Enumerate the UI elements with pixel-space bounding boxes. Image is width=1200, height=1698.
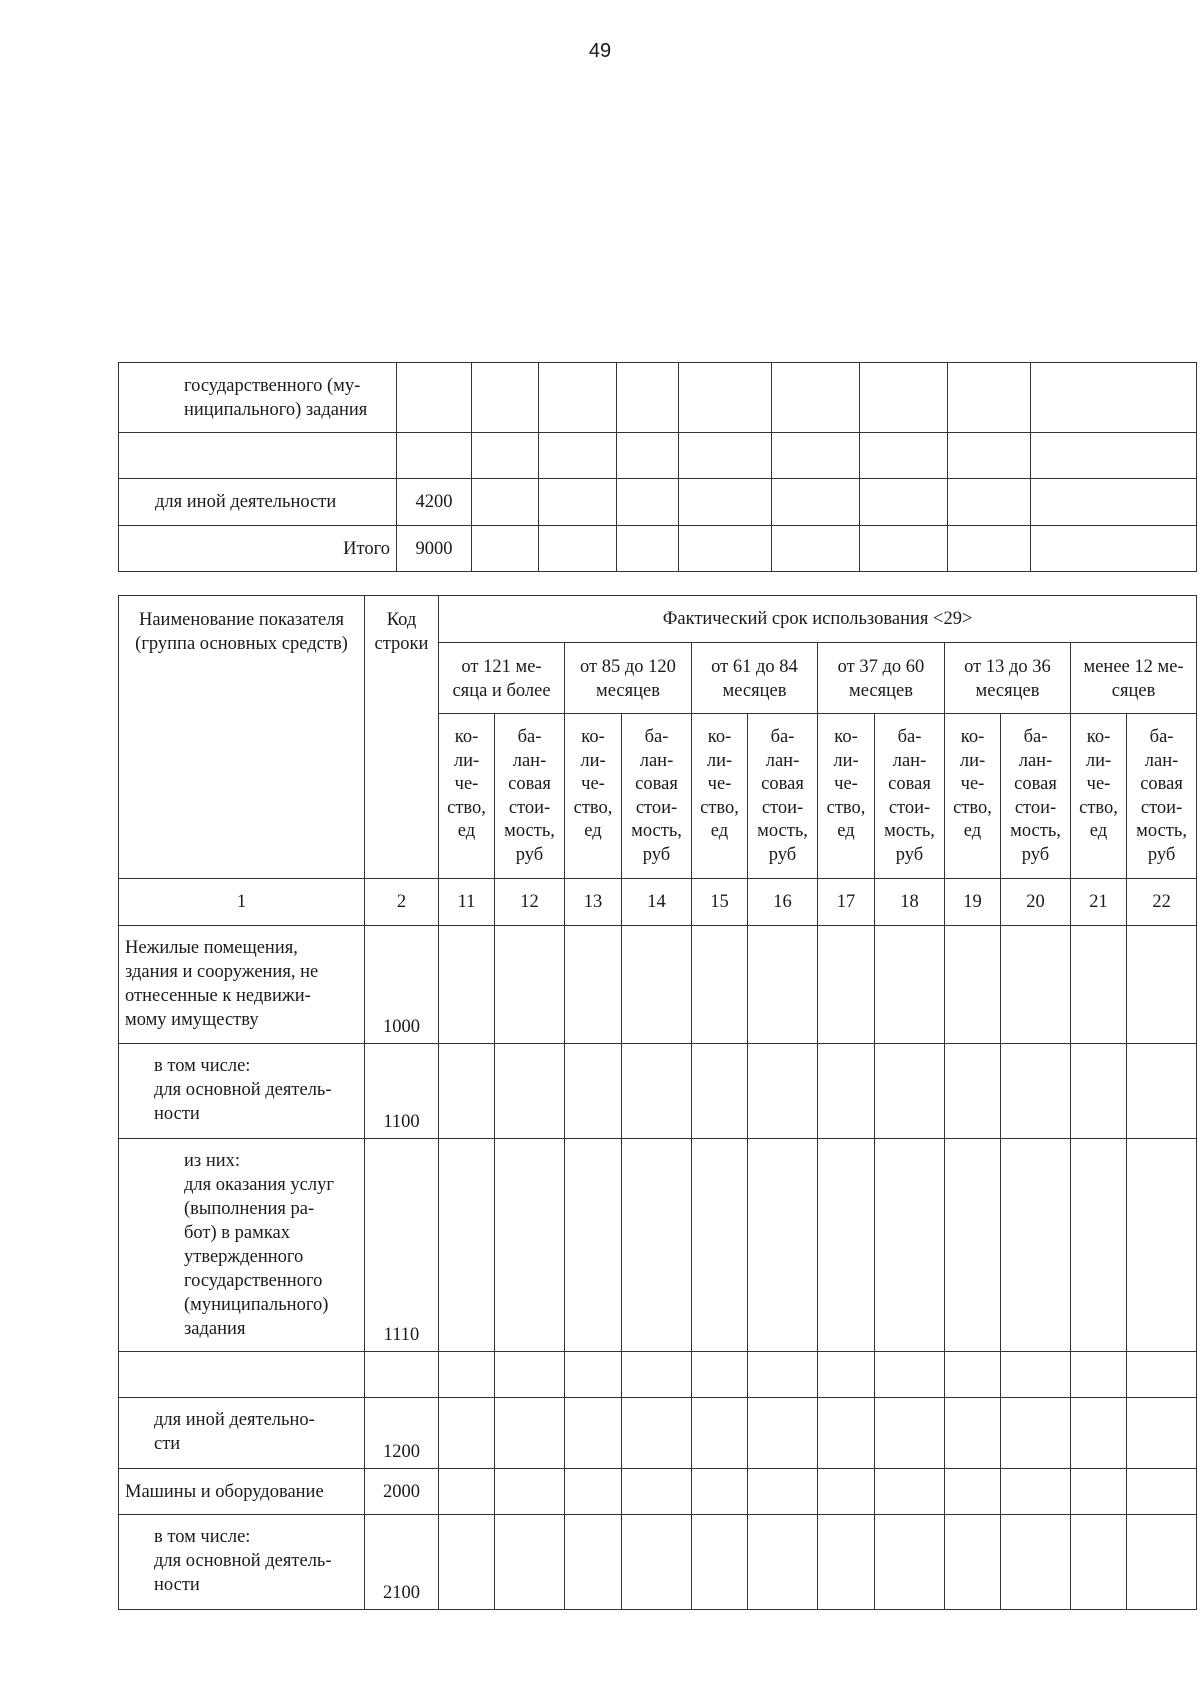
data-cell: [748, 1398, 818, 1469]
data-cell: [439, 1398, 495, 1469]
data-cell: [772, 433, 860, 479]
header-quantity: ко- ли- че- ство, ед: [945, 714, 1001, 879]
data-cell: [818, 1469, 875, 1515]
data-cell: [945, 1515, 1001, 1610]
data-cell: [539, 526, 617, 572]
data-cell: [945, 1139, 1001, 1352]
data-cell: [1071, 1352, 1127, 1398]
data-cell: [1071, 1044, 1127, 1139]
header-period: от 13 до 36 месяцев: [945, 643, 1071, 714]
header-period: менее 12 ме- сяцев: [1071, 643, 1197, 714]
data-cell: [875, 1515, 945, 1610]
data-cell: [748, 1515, 818, 1610]
data-cell: [692, 1139, 748, 1352]
column-number: 21: [1071, 879, 1127, 926]
data-cell: [875, 926, 945, 1044]
header-period: от 61 до 84 месяцев: [692, 643, 818, 714]
data-cell: [875, 1044, 945, 1139]
header-period: от 121 ме- сяца и более: [439, 643, 565, 714]
data-cell: [565, 926, 622, 1044]
table-row: [119, 433, 1197, 479]
data-cell: [748, 1469, 818, 1515]
data-cell: [617, 433, 679, 479]
row-code-cell: 2000: [365, 1469, 439, 1515]
data-cell: [860, 363, 948, 433]
data-cell: [1127, 1398, 1197, 1469]
header-quantity: ко- ли- че- ство, ед: [818, 714, 875, 879]
data-cell: [1127, 1515, 1197, 1610]
data-cell: [439, 1139, 495, 1352]
data-cell: [945, 1398, 1001, 1469]
data-cell: [1127, 926, 1197, 1044]
column-number: 2: [365, 879, 439, 926]
data-cell: [679, 526, 772, 572]
data-cell: [945, 1469, 1001, 1515]
data-cell: [617, 526, 679, 572]
data-cell: [495, 1469, 565, 1515]
data-cell: [692, 1469, 748, 1515]
row-code-cell: 1000: [365, 926, 439, 1044]
data-cell: [495, 1044, 565, 1139]
data-cell: [1071, 926, 1127, 1044]
data-cell: [1031, 363, 1197, 433]
table-row: [119, 1515, 1197, 1610]
data-cell: [1001, 1044, 1071, 1139]
data-cell: [860, 433, 948, 479]
header-quantity: ко- ли- че- ство, ед: [439, 714, 495, 879]
data-cell: [748, 1139, 818, 1352]
data-cell: [565, 1398, 622, 1469]
header-period: от 37 до 60 месяцев: [818, 643, 945, 714]
header-quantity: ко- ли- че- ство, ед: [692, 714, 748, 879]
data-cell: [818, 926, 875, 1044]
data-cell: [875, 1469, 945, 1515]
row-name-cell: государственного (му- ниципального) задания: [119, 363, 397, 433]
data-cell: [622, 1044, 692, 1139]
data-cell: [622, 1398, 692, 1469]
data-cell: [539, 479, 617, 526]
row-name-cell: [119, 1352, 365, 1398]
data-cell: [1001, 1398, 1071, 1469]
row-name-cell: в том числе: для основной деятель- ности: [119, 1044, 365, 1139]
data-cell: [679, 363, 772, 433]
data-cell: [818, 1044, 875, 1139]
data-cell: [495, 1515, 565, 1610]
data-cell: [1001, 1139, 1071, 1352]
column-number: 22: [1127, 879, 1197, 926]
table-row: [119, 1139, 1197, 1352]
data-cell: [622, 1515, 692, 1610]
row-code-cell: 1110: [365, 1139, 439, 1352]
table-row: [119, 1044, 1197, 1139]
data-cell: [875, 1139, 945, 1352]
data-cell: [1127, 1044, 1197, 1139]
data-cell: [679, 433, 772, 479]
data-cell: [818, 1352, 875, 1398]
data-cell: [818, 1398, 875, 1469]
column-number-row: [119, 879, 1197, 926]
data-cell: [617, 363, 679, 433]
data-cell: [1127, 1139, 1197, 1352]
column-number: 20: [1001, 879, 1071, 926]
row-code-cell: 2100: [365, 1515, 439, 1610]
row-name-cell: Машины и оборудование: [119, 1469, 365, 1515]
data-cell: [622, 1469, 692, 1515]
column-number: 19: [945, 879, 1001, 926]
column-number: 18: [875, 879, 945, 926]
data-cell: [1071, 1398, 1127, 1469]
data-cell: [565, 1139, 622, 1352]
table-row: [119, 926, 1197, 1044]
row-code-cell: 1200: [365, 1398, 439, 1469]
header-quantity: ко- ли- че- ство, ед: [565, 714, 622, 879]
row-code-cell: [397, 363, 472, 433]
data-cell: [692, 926, 748, 1044]
column-number: 16: [748, 879, 818, 926]
column-number: 17: [818, 879, 875, 926]
data-cell: [617, 479, 679, 526]
data-cell: [945, 1352, 1001, 1398]
data-cell: [945, 1044, 1001, 1139]
data-cell: [772, 479, 860, 526]
data-cell: [472, 479, 539, 526]
data-cell: [948, 479, 1031, 526]
row-code-cell: 4200: [397, 479, 472, 526]
data-cell: [860, 479, 948, 526]
data-cell: [495, 1398, 565, 1469]
column-number: 1: [119, 879, 365, 926]
data-cell: [1031, 526, 1197, 572]
data-cell: [692, 1044, 748, 1139]
data-cell: [692, 1398, 748, 1469]
data-cell: [1001, 1352, 1071, 1398]
header-period: от 85 до 120 месяцев: [565, 643, 692, 714]
data-cell: [875, 1352, 945, 1398]
data-cell: [692, 1352, 748, 1398]
data-cell: [472, 433, 539, 479]
data-cell: [539, 363, 617, 433]
data-cell: [439, 1352, 495, 1398]
table-row: [119, 1469, 1197, 1515]
header-book-value: ба- лан- совая стои- мость, руб: [875, 714, 945, 879]
row-name-cell: для иной деятельности: [119, 479, 397, 526]
row-name-cell: Нежилые помещения, здания и сооружения, не отнесенные к недвижи- мому имуществу: [119, 926, 365, 1044]
data-cell: [1031, 479, 1197, 526]
data-cell: [679, 479, 772, 526]
data-cell: [495, 1139, 565, 1352]
data-cell: [622, 1139, 692, 1352]
fixed-assets-table: [118, 595, 1197, 1610]
column-number: 12: [495, 879, 565, 926]
data-cell: [622, 926, 692, 1044]
continuation-table: [118, 362, 1197, 572]
header-row: [119, 596, 1197, 643]
header-quantity: ко- ли- че- ство, ед: [1071, 714, 1127, 879]
data-cell: [772, 363, 860, 433]
data-cell: [1001, 1469, 1071, 1515]
data-cell: [565, 1352, 622, 1398]
table-row: [119, 1352, 1197, 1398]
data-cell: [439, 926, 495, 1044]
data-cell: [1127, 1469, 1197, 1515]
data-cell: [948, 433, 1031, 479]
data-cell: [948, 363, 1031, 433]
data-cell: [495, 1352, 565, 1398]
header-book-value: ба- лан- совая стои- мость, руб: [622, 714, 692, 879]
row-name-cell: в том числе: для основной деятель- ности: [119, 1515, 365, 1610]
header-group: Фактический срок использования <29>: [439, 596, 1197, 643]
data-cell: [472, 526, 539, 572]
header-book-value: ба- лан- совая стои- мость, руб: [1127, 714, 1197, 879]
header-book-value: ба- лан- совая стои- мость, руб: [748, 714, 818, 879]
column-number: 15: [692, 879, 748, 926]
data-cell: [748, 1352, 818, 1398]
data-cell: [439, 1515, 495, 1610]
header-book-value: ба- лан- совая стои- мость, руб: [1001, 714, 1071, 879]
data-cell: [948, 526, 1031, 572]
data-cell: [818, 1139, 875, 1352]
row-code-cell: [365, 1352, 439, 1398]
data-cell: [692, 1515, 748, 1610]
data-cell: [439, 1044, 495, 1139]
data-cell: [622, 1352, 692, 1398]
row-code-cell: 1100: [365, 1044, 439, 1139]
data-cell: [945, 926, 1001, 1044]
data-cell: [748, 926, 818, 1044]
data-cell: [539, 433, 617, 479]
data-cell: [472, 363, 539, 433]
data-cell: [565, 1469, 622, 1515]
data-cell: [1001, 926, 1071, 1044]
data-cell: [772, 526, 860, 572]
row-name-cell: Итого: [119, 526, 397, 572]
data-cell: [1071, 1139, 1127, 1352]
data-cell: [495, 926, 565, 1044]
row-code-cell: 9000: [397, 526, 472, 572]
column-number: 14: [622, 879, 692, 926]
data-cell: [1071, 1469, 1127, 1515]
data-cell: [860, 526, 948, 572]
data-cell: [748, 1044, 818, 1139]
data-cell: [1127, 1352, 1197, 1398]
table-row: [119, 1398, 1197, 1469]
data-cell: [818, 1515, 875, 1610]
row-name-cell: для иной деятельно- сти: [119, 1398, 365, 1469]
table-row: [119, 479, 1197, 526]
data-cell: [565, 1515, 622, 1610]
data-cell: [1071, 1515, 1127, 1610]
row-name-cell: из них: для оказания услуг (выполнения ра- бот) в рамках утвержденного государственного (муниципального) задания: [119, 1139, 365, 1352]
data-cell: [1031, 433, 1197, 479]
data-cell: [565, 1044, 622, 1139]
header-book-value: ба- лан- совая стои- мость, руб: [495, 714, 565, 879]
header-code: Код строки: [365, 596, 439, 879]
table-row: [119, 526, 1197, 572]
data-cell: [439, 1469, 495, 1515]
row-name-cell: [119, 433, 397, 479]
header-name: Наименование показателя (группа основных средств): [119, 596, 365, 879]
column-number: 11: [439, 879, 495, 926]
row-code-cell: [397, 433, 472, 479]
page-number: 49: [588, 40, 612, 62]
data-cell: [875, 1398, 945, 1469]
table-row: [119, 363, 1197, 433]
column-number: 13: [565, 879, 622, 926]
data-cell: [1001, 1515, 1071, 1610]
